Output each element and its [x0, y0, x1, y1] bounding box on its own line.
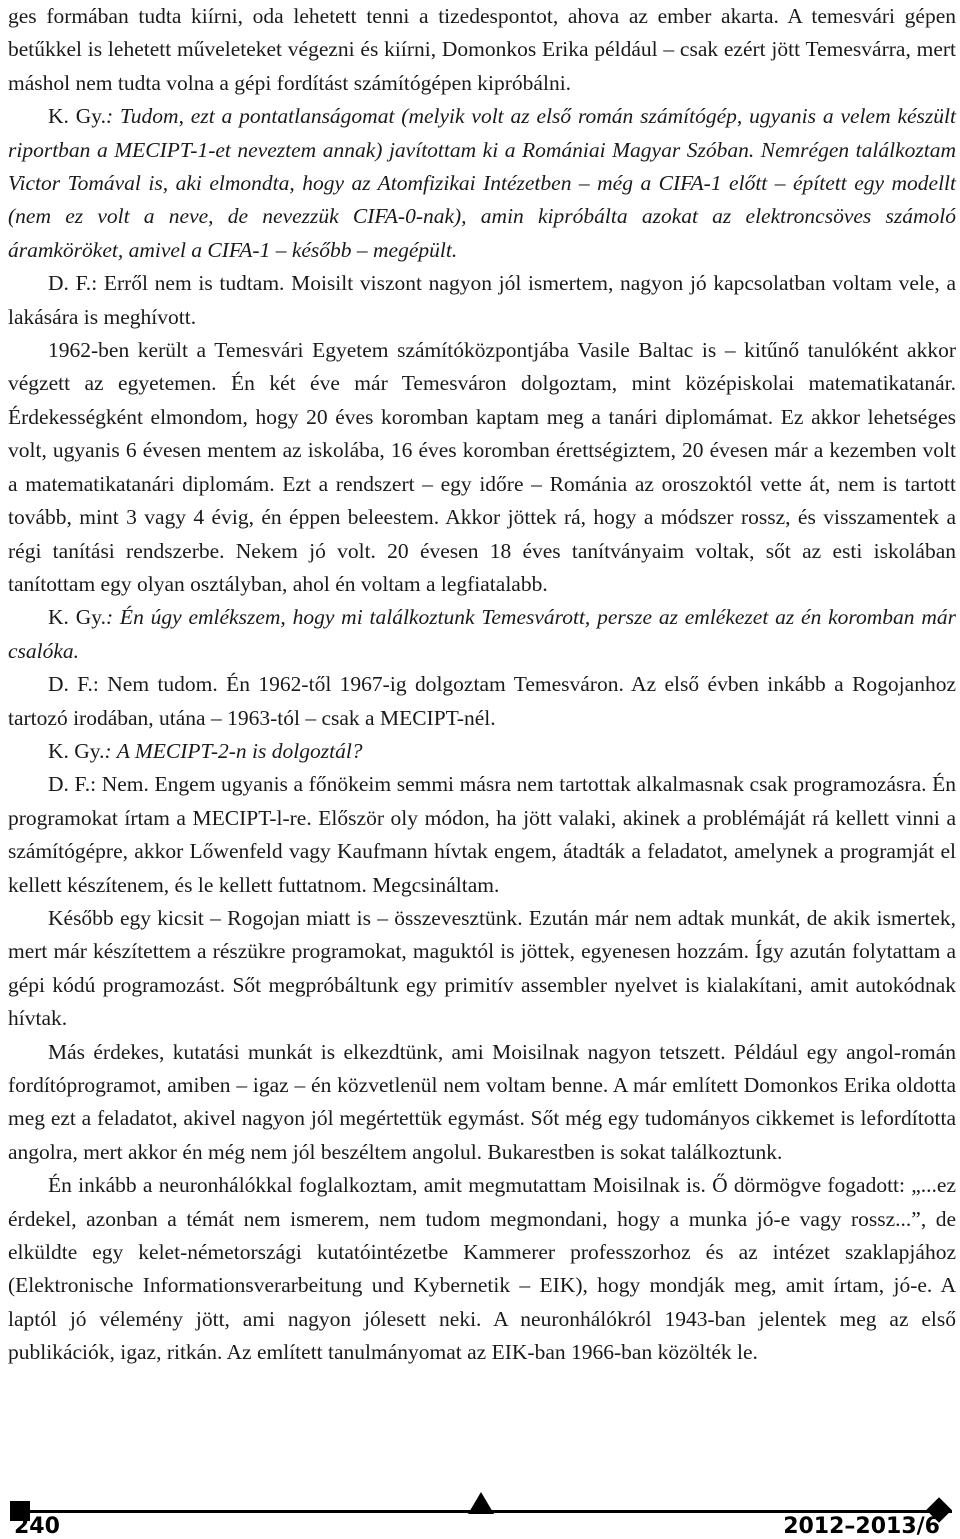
- issue-number: 2012–2013/6: [783, 1514, 940, 1539]
- document-page: [8, 0, 956, 1534]
- paragraph: [8, 100, 956, 267]
- page-footer: [0, 1488, 960, 1539]
- body-text: : Erről nem is tudtam. Moisilt viszont nagyon jól ismertem, nagyon jó kapcsolatban voltam vele, a lakására is meghívott.: [8, 271, 957, 329]
- paragraph: [8, 1169, 956, 1369]
- body-text: : Nem tudom. Én 1962-től 1967-ig dolgoztam Temesváron. Az első évben inkább a Rogojanhoz tartozó irodában, utána – 1963-tól – csak a MECIPT-nél.: [8, 672, 956, 730]
- paragraph: [8, 902, 956, 1036]
- body-text: ges formában tudta kiírni, oda lehetett tenni a tizedespontot, ahova az ember akarta. A temesvári gépen betűkkel is lehetett műveleteket végezni és kiírni, Domonkos Erika például – csak ezért jött Temesvárra, mert máshol nem tudta volna a gépi fordítást számítógépen kipróbálni.: [8, 4, 956, 95]
- paragraph: [8, 0, 956, 100]
- paragraph: [8, 601, 956, 668]
- speaker-label: K. Gy.: [48, 738, 105, 763]
- body-text: Én inkább a neuronhálókkal foglalkoztam, amit megmutattam Moisilnak is. Ő dörmögve fogadott: „...ez érdekel, azonban a témát nem ismerem, nem tudom megmondani, hogy a munka jó-e vagy rossz...”, de elküldte egy kelet-németországi kutatóintézetbe Kammerer professzorhoz és az intézet szaklapjához (Elektronische Informationsverarbeitung und Kybernetik – EIK), hogy mondják meg, amit írtam, jó-e. A laptól jó vélemény jött, ami nagyon jólesett neki. A neuronhálókról 1943-ban jelentek meg az első publikációk, igaz, ritkán. Az említett tanulmányomat az EIK-ban 1966-ban közölték le.: [8, 1173, 956, 1365]
- body-text: 1962-ben került a Temesvári Egyetem számítóközpontjába Vasile Baltac is – kitűnő tanulóként akkor végzett az egyetemen. Én két éve már Temesváron dolgoztam, mint középiskolai matematikatanár. Érdekességként elmondom, hogy 20 éves koromban kaptam meg a tanári diplomámat. Ez akkor lehetséges volt, ugyanis 6 évesen mentem az iskolába, 16 éves koromban érettségiztem, 20 évesen már a kezemben volt a matematikatanári diplomám. Ezt a rendszert – egy időre – Románia az oroszoktól vette át, nem is tartott tovább, mint 3 vagy 4 évig, én éppen beleestem. Akkor jöttek rá, hogy a módszer rossz, és visszamentek a régi tanítási rendszerbe. Nekem jó volt. 20 évesen 18 éves tanítványaim voltak, sőt az esti iskolában tanítottam egy olyan osztályban, ahol én voltam a legfiatalabb.: [8, 338, 956, 596]
- paragraph: [8, 668, 956, 735]
- speaker-label: D. F.: [48, 772, 91, 797]
- speaker-label: K. Gy.: [48, 605, 106, 630]
- paragraph: [8, 267, 956, 334]
- body-text: Később egy kicsit – Rogojan miatt is – összevesztünk. Ezután már nem adtak munkát, de akik ismertek, mert már készítettem a részükre programokat, maguktól is jöttek, egyenesen hozzám. Így azután folytattam a gépi kódú programozást. Sőt megpróbáltunk egy primitív assembler nyelvet is kialakítani, amit autokódnak hívtak.: [8, 905, 956, 1031]
- paragraph: [8, 768, 956, 902]
- speaker-label: K. Gy.: [48, 104, 107, 129]
- triangle-mark-icon: [468, 1492, 494, 1514]
- question-text: : A MECIPT-2-n is dolgoztál?: [104, 738, 363, 763]
- paragraph: [8, 1036, 956, 1170]
- page-number: 240: [14, 1514, 60, 1539]
- body-text: : Nem. Engem ugyanis a főnökeim semmi másra nem tartottak alkalmasnak csak programozásra. Én programokat írtam a MECIPT-l-re. Először oly módon, ha jött valaki, akinek a problémáját rá kellett vinni a számítógépre, akkor Lőwenfeld vagy Kaufmann hívtak engem, átadták a feladatot, amelynek a programját el kellett készítenem, és le kellett futtatnom. Megcsináltam.: [8, 772, 956, 897]
- body-text: Más érdekes, kutatási munkát is elkezdtünk, ami Moisilnak nagyon tetszett. Például egy angol-román fordítóprogramot, amiben – igaz – én közvetlenül nem voltam benne. A már említett Domonkos Erika oldotta meg ezt a feladatot, akivel nagyon jól megértettük egymást. Sőt még egy tudományos cikkemet is lefordította angolra, mert akkor én még nem jól beszéltem angolul. Bukarestben is sokat találkoztunk.: [8, 1039, 956, 1164]
- question-text: : Tudom, ezt a pontatlanságomat (melyik volt az első román számítógép, ugyanis a velem készült riportban a MECIPT-1-et neveztem annak) javítottam ki a Romániai Magyar Szóban. Nemrégen találkoztam Victor Tomával is, aki elmondta, hogy az Atomfizikai Intézetben – még a CIFA-1 előtt – épített egy modellt (nem ez volt a neve, de nevezzük CIFA-0-nak), amin kipróbálta azokat az elektroncsöves számoló áramköröket, amivel a CIFA-1 – később – megépült.: [8, 104, 956, 262]
- paragraph: [8, 735, 956, 768]
- paragraph: [8, 334, 956, 601]
- question-text: : Én úgy emlékszem, hogy mi találkoztunk Temesvárott, persze az emlékezet az én koromban már csalóka.: [8, 605, 956, 663]
- speaker-label: D. F.: [48, 271, 92, 296]
- speaker-label: D. F.: [48, 672, 93, 697]
